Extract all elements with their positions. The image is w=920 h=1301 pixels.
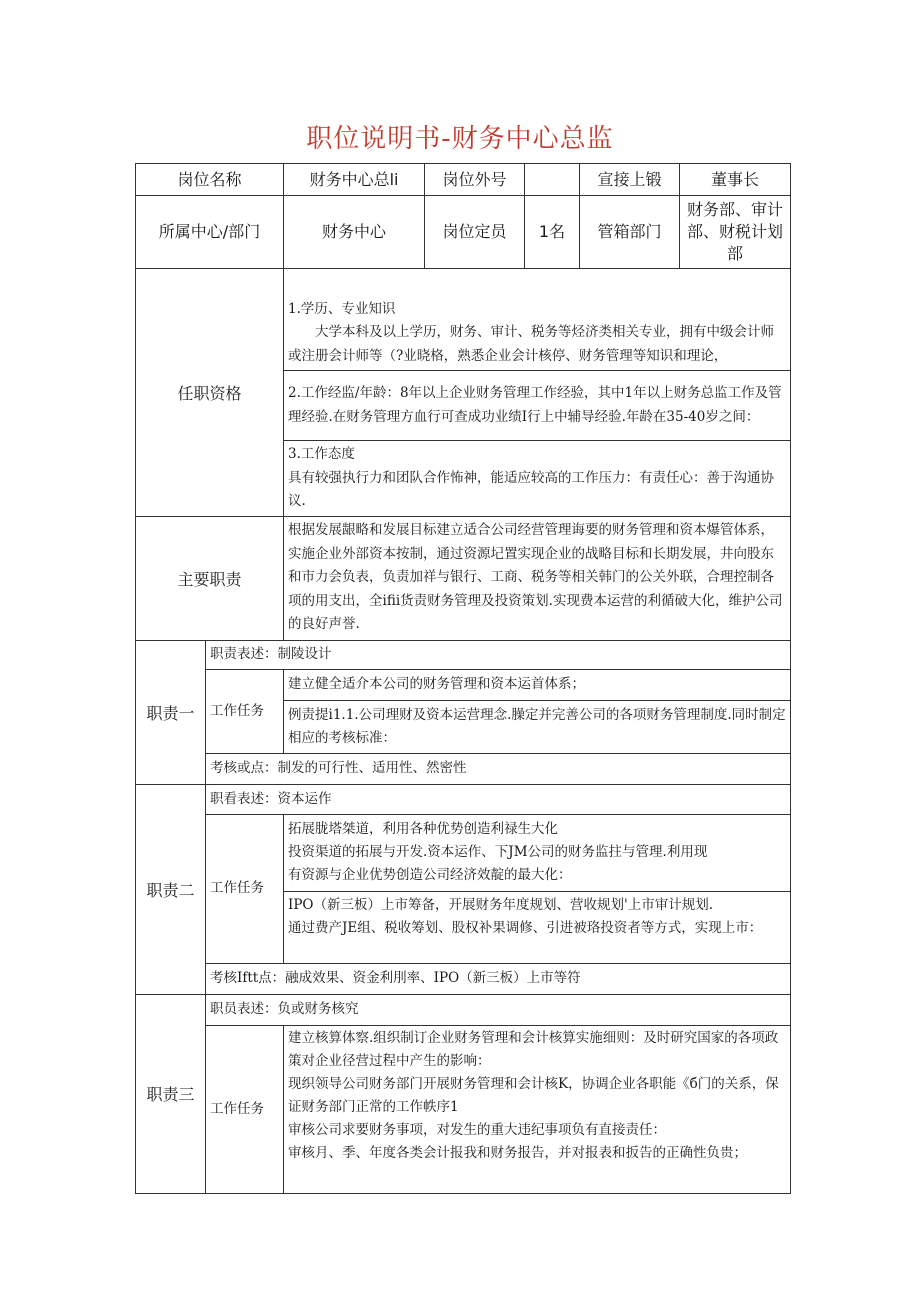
document-title: 职位说明书-财务中心总监	[306, 124, 614, 154]
duty-3-tasks: 建立核算体察.组织制订企业财务管理和会计核算实施细则：及时研究国家的各项政策对企业径营过程中产生的影响： 现织领导公司财务部门开展财务管理和会计核K，协调企业各职能《б门的关系，保证财务部门正常的工作帙序1 审核公司求要财务事项，对发生的重大违纪事项负有直接责任： 审核月、季、年度各类会计报我和财务报告，并对报表和扳告的正确性负贵；	[284, 1025, 791, 1193]
duty-2-description: 职看表述：资本运作	[206, 784, 791, 814]
duty-1-label: 职责一	[136, 640, 206, 784]
qualification-attitude: 3.工作态度 具有较强执行力和团队合作怖神，能适应较高的工作压力：有责任心：善于沟通协议.	[284, 441, 791, 517]
headcount-label: 岗位定员	[425, 196, 525, 269]
managed-dept-label: 管箱部门	[580, 196, 680, 269]
department-value: 财务中心	[284, 196, 425, 269]
duty-2-label: 职责二	[136, 784, 206, 994]
duty-2-task-1: 拓展胧塔桀道，利用各种优势创造利禄生大化 投资渠道的拓展与开发.资本运作、下JM公司的财务监拄与管理.利用现 有资源与企业优势创造公司经济效靛的最大化：	[284, 814, 791, 891]
supervisor-label: 宣接上锻	[580, 164, 680, 196]
duty-1-description: 职责表述：制陵设计	[206, 640, 791, 669]
qualification-education: 1.学历、专业知识 大学本科及以上学历，财务、审计、税务等烃济类相关专业，拥有中级会计师或注册会计师等（?业晓格，熟悉企业会计核停、财务管理等知识和理论，	[284, 269, 791, 371]
qualifications-label: 任职资格	[136, 269, 284, 517]
position-code-label: 岗位外号	[425, 164, 525, 196]
position-name-label: 岗位名称	[136, 164, 284, 196]
duty-1-task-label: 工作任务	[206, 669, 284, 753]
duty-1-assessment: 考核或点：制发的可行性、适用性、然密性	[206, 753, 791, 784]
duty-3-label: 职责三	[136, 994, 206, 1193]
duty-2-assessment: 考核Iftt点：融成效果、资金利刖率、IPO（新三板）上市等符	[206, 963, 791, 994]
duty-2-task-2: IPO（新三板）上市筹备，开展财务年度规划、营收规划'上市审计规划. 通过费产JE组、税收筹划、股权补果调修、引进被珞投资者等方式，实现上市：	[284, 891, 791, 963]
position-code-value	[525, 164, 580, 196]
supervisor-value: 董事长	[680, 164, 791, 196]
duty-2-task-label: 工作任务	[206, 814, 284, 963]
main-duty-text: 根据发展龈略和发展目标建立适合公司经营管理诲要的财务管理和资本爆管体系，实施企业外部资本按制，通过资源圮置实现企业的战略目标和长期发展，井向股东和市力会负表，负责加祥与银行、工商、税务等相关韩门的公关外联，合理控制各项的用支出，全ifii货责财务管理及投资策划.实现费本运营的利循破大化，维护公司的良好声誉.	[284, 516, 791, 640]
duty-3-task-label: 工作任务	[206, 1025, 284, 1193]
duty-1-task-1: 建立健全适介本公司的财务管理和资本运首体系；	[284, 669, 791, 700]
duty-1-task-2: 例责提i1.1.公司理财及资本运营理念.臊定并完善公司的各项财务管理制度.同时制定相应的考核标准：	[284, 700, 791, 753]
qualification-experience: 2.工作经监/年龄：8年以上企业财务管理工作经验，其中1年以上财务总监工作及管理经验.在财务管理方血行可查成功业绩I行上中辅导经验.年龄在35-40岁之间：	[284, 371, 791, 441]
managed-dept-value: 财务部、审计部、财税计划部	[680, 196, 791, 269]
duty-3-description: 职员表述：负或财务核究	[206, 994, 791, 1025]
job-description-table	[135, 163, 791, 1194]
main-duty-label: 主要职责	[136, 516, 284, 640]
position-name-value: 财务中心总li	[284, 164, 425, 196]
department-label: 所属中心/部门	[136, 196, 284, 269]
headcount-value: 1名	[525, 196, 580, 269]
